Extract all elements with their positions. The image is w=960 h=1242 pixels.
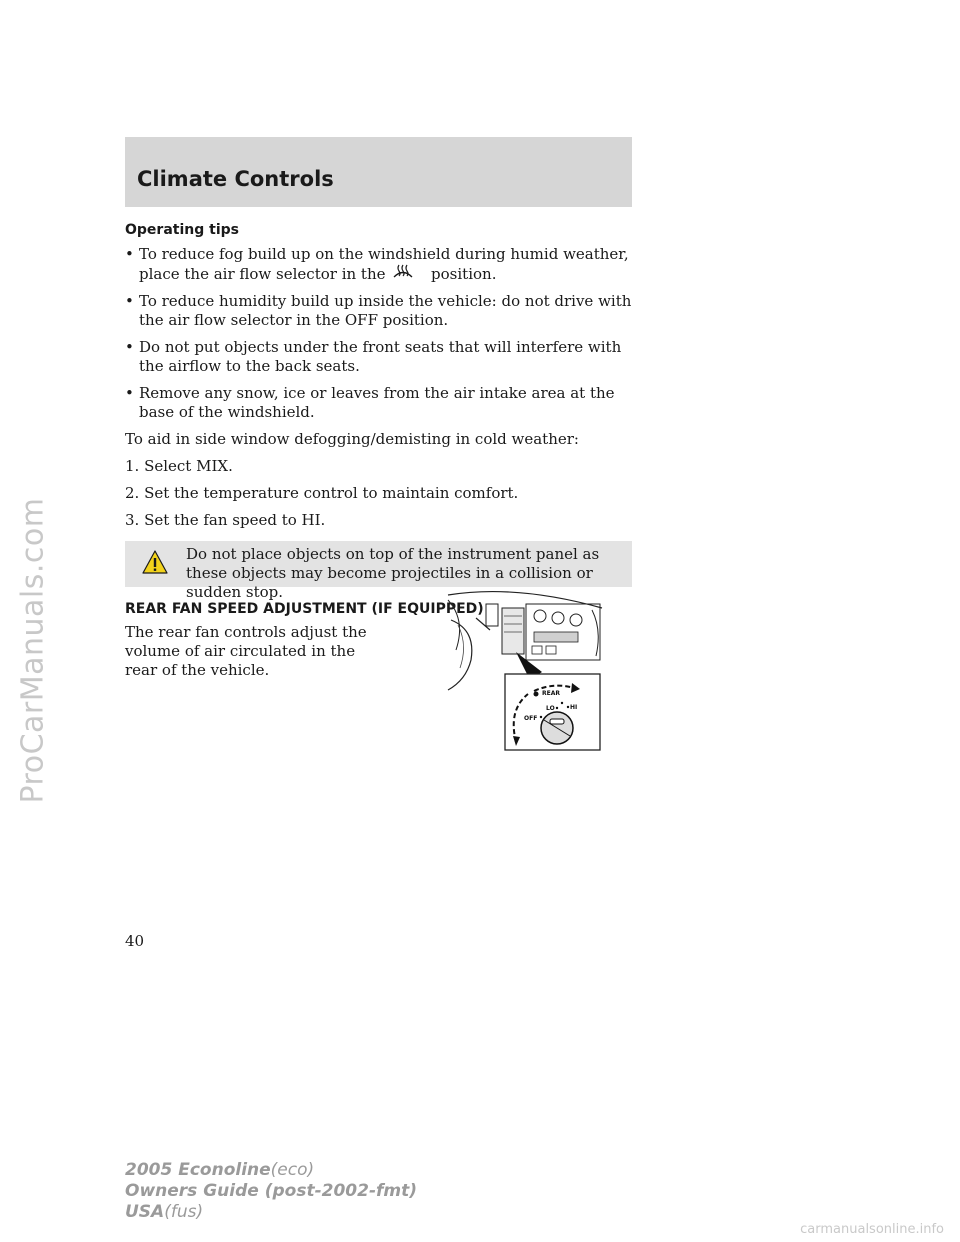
footer-model: 2005 Econoline (125, 1160, 271, 1180)
tip-text: Do not put objects under the front seats that will interfere with the airflow to the back seats. (139, 338, 622, 375)
bullet-icon: • (125, 292, 134, 310)
tip-item (125, 384, 632, 422)
defog-step: 2. Set the temperature control to maintain comfort. (125, 484, 519, 502)
warning-text: Do not place objects on top of the instrument panel as these objects may become projectiles in a collision or sudden stop. (186, 545, 600, 601)
tip-text: Remove any snow, ice or leaves from the air intake area at the base of the windshield. (139, 384, 615, 421)
defrost-icon (392, 264, 414, 280)
section-header (125, 137, 632, 207)
document-footer (125, 1160, 417, 1223)
tip-text-before-icon: To reduce fog build up on the windshield during humid weather, place the air flow selector in the (139, 245, 629, 283)
footer-guide: Owners Guide (post-2002-fmt) (125, 1181, 418, 1201)
footer-model-code: (eco) (270, 1160, 315, 1180)
tip-text: To reduce humidity build up inside the vehicle: do not drive with the air flow selector in the OFF position. (139, 292, 632, 329)
rear-fan-heading: REAR FAN SPEED ADJUSTMENT (IF EQUIPPED) (125, 601, 484, 617)
defog-step: 3. Set the fan speed to HI. (125, 511, 326, 529)
tip-text-after-icon: position. (431, 265, 497, 283)
section-title: Climate Controls (137, 167, 334, 191)
tip-item (125, 292, 632, 330)
bottom-watermark: carmanualsonline.info (800, 1222, 944, 1237)
bullet-icon: • (125, 338, 134, 356)
footer-market-code: (fus) (164, 1202, 204, 1222)
side-watermark-text: ProCarManuals.com (15, 496, 51, 804)
footer-line (125, 1181, 417, 1202)
footer-market: USA (125, 1202, 165, 1222)
bullet-icon: • (125, 384, 134, 402)
page-number: 40 (125, 932, 145, 950)
hi-label: HI (570, 704, 578, 711)
off-label: OFF (524, 715, 538, 722)
rear-label: REAR (542, 690, 560, 697)
footer-line (125, 1160, 417, 1181)
warning-triangle-icon (142, 550, 168, 574)
rear-fan-text: The rear fan controls adjust the volume of air circulated in the rear of the vehicle. (125, 623, 367, 679)
operating-tips-heading: Operating tips (125, 222, 239, 238)
tip-item (125, 338, 632, 376)
rear-fan-control-illustration (446, 590, 604, 752)
tip-item (125, 245, 632, 284)
defog-intro: To aid in side window defogging/demisting in cold weather: (125, 430, 579, 448)
bullet-icon: • (125, 245, 134, 263)
side-watermark (8, 300, 58, 1000)
footer-line (125, 1202, 417, 1223)
warning-box (125, 541, 632, 601)
defog-step: 1. Select MIX. (125, 457, 233, 475)
lo-label: LO (546, 705, 555, 712)
